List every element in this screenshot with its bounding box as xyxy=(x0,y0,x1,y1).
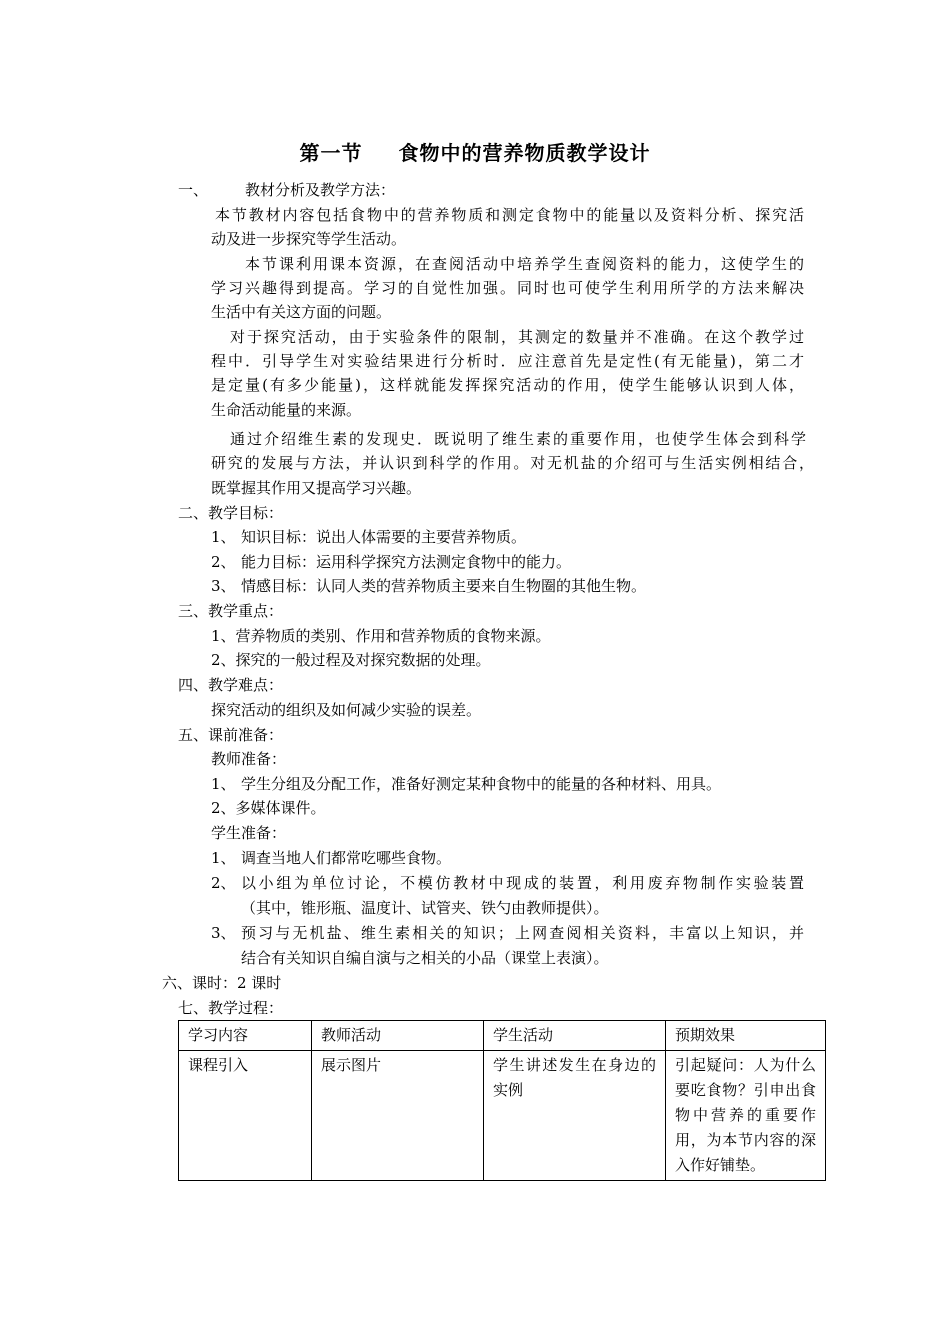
s2-item-1-number: 1、 xyxy=(211,528,236,546)
s2-item-2-text: 能力目标：运用科学探究方法测定食物中的能力。 xyxy=(241,553,572,571)
s1-p1-line-1: 本节教材内容包括食物中的营养物质和测定食物中的能量以及资料分析、探究活 xyxy=(215,206,804,224)
table-header-row xyxy=(179,1021,826,1051)
section-1-number: 一、 xyxy=(178,181,209,199)
s2-item-2-number: 2、 xyxy=(211,553,236,571)
s5-student-item-1-number: 1、 xyxy=(211,849,236,867)
table-header-cell: 教师活动 xyxy=(312,1021,484,1051)
s5-student-item-3-line-2: 结合有关知识自编自演与之相关的小品（课堂上表演）。 xyxy=(241,949,609,967)
s5-student-item-1-line-1: 调查当地人们都常吃哪些食物。 xyxy=(241,849,452,867)
section-6-heading: 六、课时：2 课时 xyxy=(162,974,282,992)
s5-student-item-3-line-1: 预习与无机盐、维生素相关的知识；上网查阅相关资料，丰富以上知识，并 xyxy=(241,924,804,942)
table-cell-content: 课程引入 xyxy=(179,1051,312,1181)
s2-item-1-text: 知识目标：说出人体需要的主要营养物质。 xyxy=(241,528,527,546)
s1-p4-line-2: 研究的发展与方法，并认识到科学的作用。对无机盐的介绍可与生活实例相结合， xyxy=(211,454,814,472)
s1-p3-line-2: 程中．引导学生对实验结果进行分析时．应注意首先是定性(有无能量)，第二才 xyxy=(211,352,804,370)
table-cell-teacher: 展示图片 xyxy=(312,1051,484,1181)
title-text: 食物中的营养物质教学设计 xyxy=(398,141,651,165)
s3-item-1: 1、营养物质的类别、作用和营养物质的食物来源。 xyxy=(211,627,551,645)
s1-p3-line-4: 生命活动能量的来源。 xyxy=(211,401,362,419)
s5-teacher-item-1-text: 学生分组及分配工作，准备好测定某种食物中的能量的各种材料、用具。 xyxy=(241,775,722,793)
title-section-number: 第一节 xyxy=(299,141,363,165)
section-5-heading: 五、课前准备： xyxy=(178,726,284,744)
s1-p4-line-3: 既掌握其作用又提高学习兴趣。 xyxy=(211,479,422,497)
s2-item-3-text: 情感目标：认同人类的营养物质主要来自生物圈的其他生物。 xyxy=(241,577,647,595)
s1-p3-line-1: 对于探究活动，由于实验条件的限制，其测定的数量并不准确。在这个教学过 xyxy=(230,328,804,346)
section-2-heading: 二、教学目标： xyxy=(178,504,284,522)
table-header-cell: 预期效果 xyxy=(666,1021,826,1051)
table-header-cell: 学生活动 xyxy=(484,1021,666,1051)
table-cell-student: 学生讲述发生在身边的实例 xyxy=(484,1051,666,1181)
table-row xyxy=(179,1051,826,1181)
table-cell-effect: 引起疑问：人为什么要吃食物？引申出食物中营养的重要作用，为本节内容的深入作好铺垫。 xyxy=(666,1051,826,1181)
section-4-heading: 四、教学难点： xyxy=(178,676,284,694)
page-title xyxy=(0,140,950,166)
s5-student-item-2-line-1: 以小组为单位讨论，不模仿教材中现成的装置，利用废弃物制作实验装置 xyxy=(241,874,804,892)
s1-p2-line-3: 生活中有关这方面的问题。 xyxy=(211,303,392,321)
table-header-cell: 学习内容 xyxy=(179,1021,312,1051)
s1-p1-line-2: 动及进一步探究等学生活动。 xyxy=(211,230,407,248)
s5-teacher-item-1-number: 1、 xyxy=(211,775,236,793)
s1-p3-line-3: 是定量(有多少能量)，这样就能发挥探究活动的作用，使学生能够认识到人体， xyxy=(211,376,804,394)
s5-teacher-item-2-text: 2、多媒体课件。 xyxy=(211,799,326,817)
s2-item-3-number: 3、 xyxy=(211,577,236,595)
s5-student-item-2-number: 2、 xyxy=(211,874,236,892)
s3-item-2: 2、探究的一般过程及对探究数据的处理。 xyxy=(211,651,491,669)
section-7-heading: 七、教学过程： xyxy=(178,999,284,1017)
section-1-heading: 教材分析及教学方法： xyxy=(245,181,396,199)
s5-student-label: 学生准备： xyxy=(211,824,287,842)
s4-text: 探究活动的组织及如何减少实验的误差。 xyxy=(211,701,482,719)
s5-teacher-label: 教师准备： xyxy=(211,750,287,768)
section-3-heading: 三、教学重点： xyxy=(178,602,284,620)
s1-p2-line-2: 学习兴趣得到提高。学习的自觉性加强。同时也可使学生利用所学的方法来解决 xyxy=(211,279,804,297)
teaching-process-table xyxy=(178,1020,826,1181)
s1-p2-line-1: 本节课利用课本资源，在查阅活动中培养学生查阅资料的能力，这使学生的 xyxy=(245,255,804,273)
s5-student-item-2-line-2: （其中，锥形瓶、温度计、试管夹、铁勺由教师提供）。 xyxy=(241,899,609,917)
s5-student-item-3-number: 3、 xyxy=(211,924,236,942)
s1-p4-line-1: 通过介绍维生素的发现史．既说明了维生素的重要作用，也使学生体会到科学 xyxy=(230,430,806,448)
